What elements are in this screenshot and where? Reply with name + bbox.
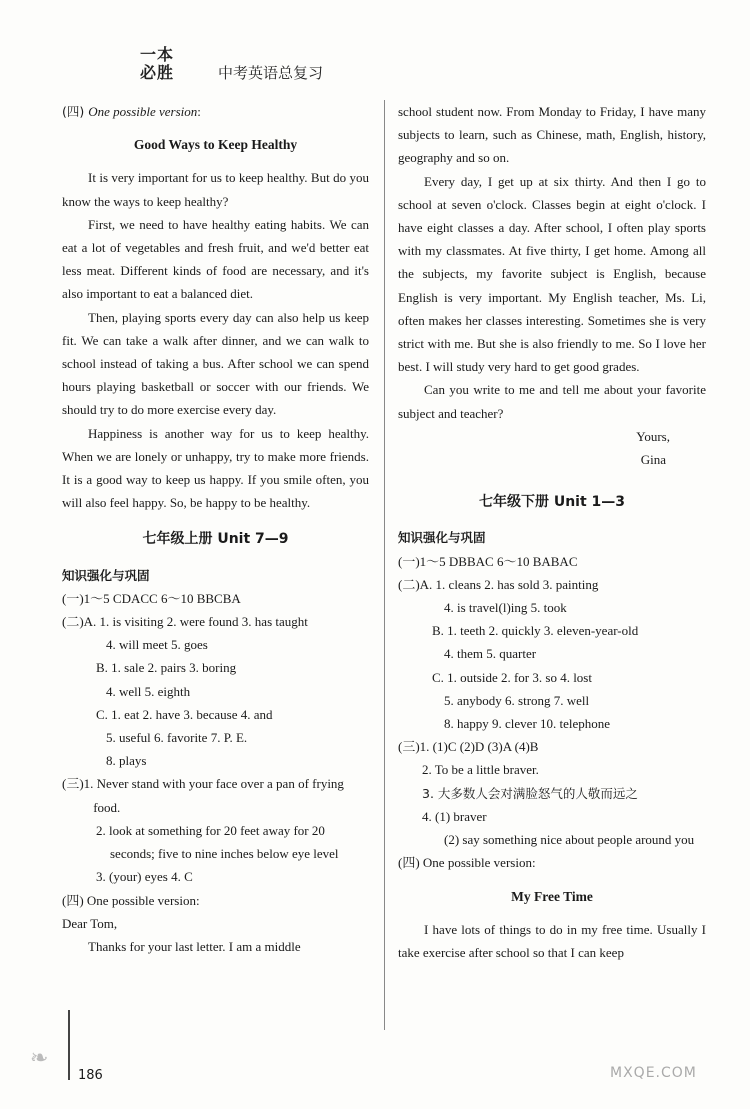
essay-paragraph: I have lots of things to do in my free time. Usually I take exercise after school so that I can keep	[398, 921, 706, 960]
letter-greeting: Dear Tom,	[62, 915, 118, 931]
answer-line: (一)1～5 DBBAC 6～10 BABAC	[398, 553, 578, 569]
answer-line: C. 1. eat 2. have 3. because 4. and	[96, 706, 273, 722]
decorative-swirl-icon: ❧	[30, 1045, 49, 1070]
answer-line: 4. them 5. quarter	[444, 646, 537, 662]
answer-line: 3. (your) eyes 4. C	[96, 869, 193, 885]
sub-title: 知识强化与巩固	[62, 567, 150, 583]
essay-title: My Free Time	[511, 888, 593, 904]
sub-title: 知识强化与巩固	[398, 530, 486, 546]
essay-paragraph: Then, playing sports every day can also help us keep fit. We can take a walk after dinner, and we can walk to school instead of taking a bus. After school we can spend hours playing basketball or soccer with our friends. We should try to do more exercise every day.	[62, 309, 369, 418]
answer-line: 2. To be a little braver.	[422, 762, 539, 778]
answer-line: (二)A. 1. cleans 2. has sold 3. painting	[398, 576, 599, 592]
answer-line: (二)A. 1. is visiting 2. were found 3. has taught	[62, 614, 308, 630]
answer-line: 4. well 5. eighth	[106, 683, 191, 699]
essay-paragraph: First, we need to have healthy eating habits. We can eat a lot of vegetables and fresh fruit, and we'd better eat less meat. Different kinds of food are necessary, and it's also important to eat a balanced diet.	[62, 216, 369, 302]
answer-line: 8. plays	[106, 753, 147, 769]
letter-paragraph: school student now. From Monday to Friday, I have many subjects to learn, such as Chinese, math, English, history, geography and so on.	[398, 104, 706, 166]
answer-line: 4. (1) braver	[422, 808, 487, 824]
version-line	[62, 100, 369, 123]
answer-line: B. 1. teeth 2. quickly 3. eleven-year-old	[432, 623, 639, 639]
page-number: 186	[78, 1068, 103, 1083]
logo-line-2: 必胜	[140, 63, 175, 82]
section-title: 七年级上册 Unit 7—9	[142, 531, 289, 548]
logo-line-1: 一本	[140, 45, 175, 64]
answer-line: 3. 大多数人会对满脸怒气的人敬而远之	[422, 785, 638, 801]
page-edge-bar	[68, 1010, 70, 1080]
right-column	[398, 100, 706, 964]
answer-line: 2. look at something for 20 feet away for 20 seconds; five to nine inches below eye level	[96, 822, 339, 862]
answer-line: 4. is travel(l)ing 5. took	[444, 600, 567, 616]
answer-line: 5. useful 6. favorite 7. P. E.	[106, 730, 248, 746]
book-logo	[140, 46, 174, 82]
column-divider	[384, 100, 385, 1030]
version-label: (四)	[62, 104, 89, 119]
watermark: MXQE.COM	[610, 1065, 697, 1081]
answer-line: (一)1～5 CDACC 6～10 BBCBA	[62, 590, 241, 606]
answer-line: C. 1. outside 2. for 3. so 4. lost	[432, 669, 592, 685]
answer-line: (三)1. (1)C (2)D (3)A (4)B	[398, 739, 539, 755]
essay-paragraph: Happiness is another way for us to keep healthy. When we are lonely or unhappy, try to make more friends. It is a good way to keep us happy. If you smile often, you will also feel happy. So, be happy to be healthy.	[62, 425, 369, 511]
essay-paragraph: It is very important for us to keep healthy. But do you know the ways to keep healthy?	[62, 170, 369, 209]
version-colon: :	[197, 104, 201, 119]
answer-line: 4. will meet 5. goes	[106, 637, 208, 653]
essay-title: Good Ways to Keep Healthy	[133, 137, 298, 153]
page-header	[110, 40, 470, 90]
answer-line: (三)1. Never stand with your face over a pan of frying food.	[62, 776, 344, 815]
letter-paragraph: Can you write to me and tell me about your favorite subject and teacher?	[398, 382, 706, 421]
left-column	[62, 100, 369, 958]
answer-line: (四) One possible version:	[62, 892, 200, 908]
answer-line: 8. happy 9. clever 10. telephone	[444, 716, 611, 732]
answer-line: 5. anybody 6. strong 7. well	[444, 692, 590, 708]
answer-line: B. 1. sale 2. pairs 3. boring	[96, 660, 237, 676]
letter-paragraph: Thanks for your last letter. I am a middle	[88, 938, 301, 954]
letter-signature: Gina	[640, 452, 666, 468]
book-title: 中考英语总复习	[218, 64, 324, 82]
letter-closing: Yours,	[636, 428, 670, 444]
answer-line: (四) One possible version:	[398, 855, 536, 871]
section-title: 七年级下册 Unit 1—3	[478, 494, 626, 511]
letter-paragraph: Every day, I get up at six thirty. And then I go to school at seven o'clock. Classes begin at eight o'clock. I have eight classes a day. After school, I often play sports with my classmates. At five thirty, I get home. Among all the subjects, my favorite subject is English, because English is very important. My English teacher, Ms. Li, often makes her classes interesting. Sometimes she is very strict with me. But she is also friendly to me. So I love her best. I will study very hard to get good grades.	[398, 173, 706, 375]
answer-line: (2) say something nice about people around you	[444, 832, 695, 848]
version-text: One possible version	[88, 104, 198, 119]
